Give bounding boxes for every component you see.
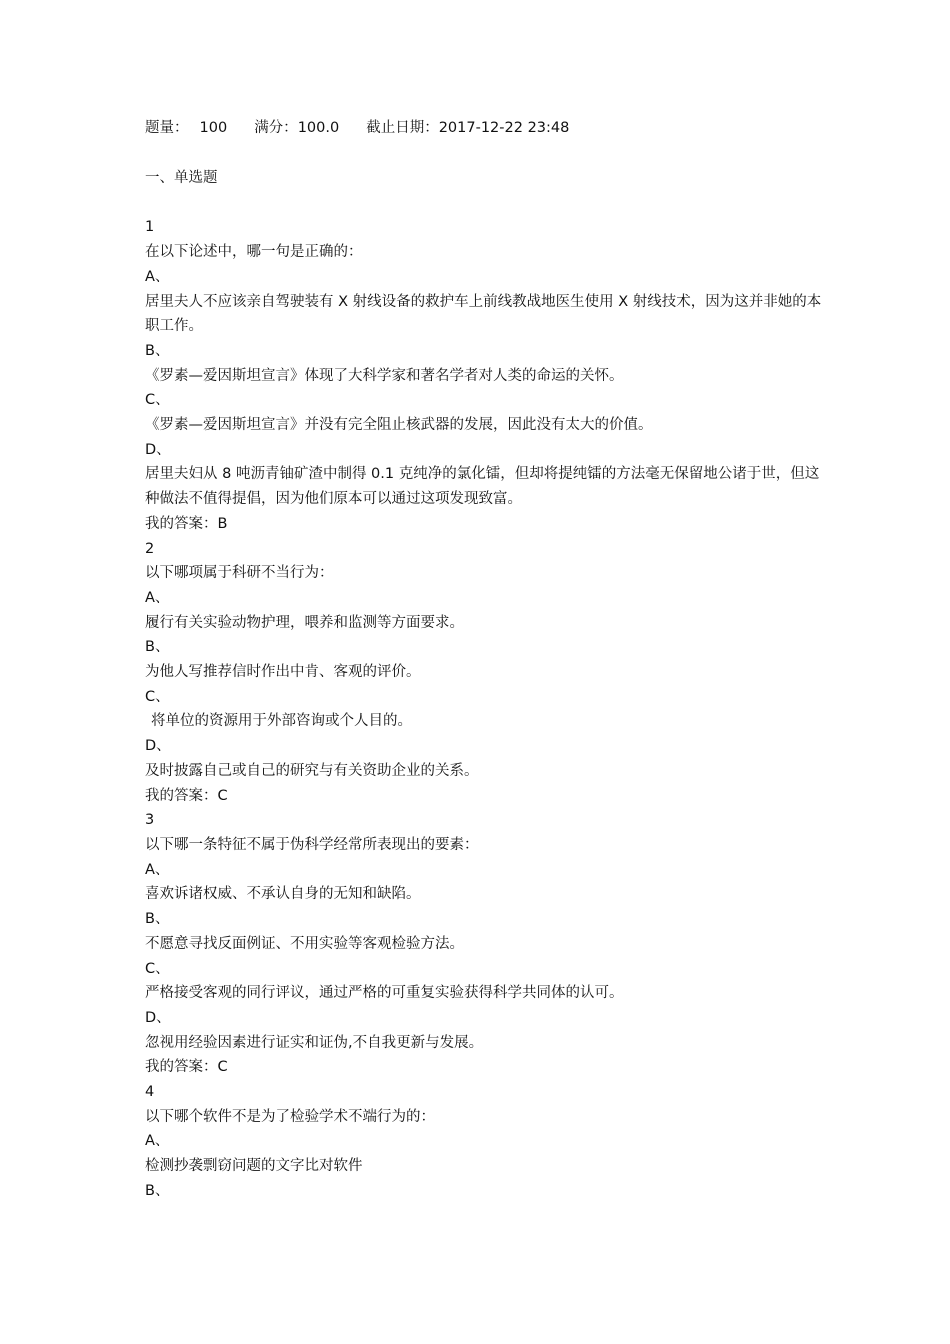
my-answer: 我的答案：C — [145, 1059, 228, 1076]
question-count-value: 100 — [199, 120, 228, 136]
question-stem: 在以下论述中，哪一句是正确的： — [145, 244, 363, 261]
question-4 — [145, 1080, 825, 1204]
option-text: 居里夫妇从 8 吨沥青铀矿渣中制得 0.1 克纯净的氯化镭，但却将提纯镭的方法毫无保留地公诸于世，但这种做法不值得提倡，因为他们原本可以通过这项发现致富。 — [145, 466, 820, 508]
option-label: C、 — [145, 392, 170, 409]
option-label: B、 — [145, 639, 170, 656]
question-count-label: 题量： — [145, 120, 189, 136]
option-text: 检测抄袭剽窃问题的文字比对软件 — [145, 1158, 363, 1175]
my-answer: 我的答案：B — [145, 515, 228, 532]
option-text: 将单位的资源用于外部咨询或个人目的。 — [151, 713, 412, 730]
option-label: A、 — [145, 861, 170, 878]
option-text: 《罗素—爱因斯坦宣言》体现了大科学家和著名学者对人类的命运的关怀。 — [145, 367, 624, 384]
option-text: 《罗素—爱因斯坦宣言》并没有完全阻止核武器的发展，因此没有太大的价值。 — [145, 417, 653, 434]
question-stem: 以下哪个软件不是为了检验学术不端行为的： — [145, 1108, 435, 1125]
full-score-value: 100.0 — [297, 120, 340, 136]
option-text: 履行有关实验动物护理，喂养和监测等方面要求。 — [145, 614, 464, 631]
exam-meta — [145, 116, 825, 141]
deadline-value: 2017-12-22 23:48 — [438, 120, 570, 136]
option-label: C、 — [145, 960, 170, 977]
option-text: 居里夫人不应该亲自驾驶装有 X 射线设备的救护车上前线教战地医生使用 X 射线技术，因为这并非她的本职工作。 — [145, 293, 822, 335]
option-label: D、 — [145, 1009, 171, 1026]
option-label: A、 — [145, 1133, 170, 1150]
option-text: 喜欢诉诸权威、不承认自身的无知和缺陷。 — [145, 886, 421, 903]
document-page — [145, 116, 825, 1204]
option-text: 为他人写推荐信时作出中肯、客观的评价。 — [145, 664, 421, 681]
question-3 — [145, 808, 825, 1080]
option-label: A、 — [145, 589, 170, 606]
option-text: 不愿意寻找反面例证、不用实验等客观检验方法。 — [145, 935, 464, 952]
question-number: 4 — [145, 1084, 155, 1101]
question-1 — [145, 215, 825, 536]
option-label: A、 — [145, 268, 170, 285]
question-number: 2 — [145, 540, 155, 557]
question-number: 3 — [145, 812, 155, 829]
question-number: 1 — [145, 219, 155, 236]
option-text: 严格接受客观的同行评议，通过严格的可重复实验获得科学共同体的认可。 — [145, 985, 624, 1002]
question-stem: 以下哪项属于科研不当行为： — [145, 565, 334, 582]
option-text: 及时披露自己或自己的研究与有关资助企业的关系。 — [145, 762, 479, 779]
option-label: B、 — [145, 1182, 170, 1199]
option-text: 忽视用经验因素进行证实和证伪,不自我更新与发展。 — [145, 1034, 484, 1051]
section-title: 一、单选题 — [145, 169, 218, 186]
question-2 — [145, 537, 825, 809]
question-stem: 以下哪一条特征不属于伪科学经常所表现出的要素： — [145, 836, 479, 853]
full-score-label: 满分： — [254, 120, 298, 136]
option-label: D、 — [145, 738, 171, 755]
deadline-label: 截止日期： — [366, 120, 439, 136]
my-answer: 我的答案：C — [145, 787, 228, 804]
option-label: B、 — [145, 342, 170, 359]
option-label: C、 — [145, 688, 170, 705]
option-label: D、 — [145, 441, 171, 458]
option-label: B、 — [145, 911, 170, 928]
